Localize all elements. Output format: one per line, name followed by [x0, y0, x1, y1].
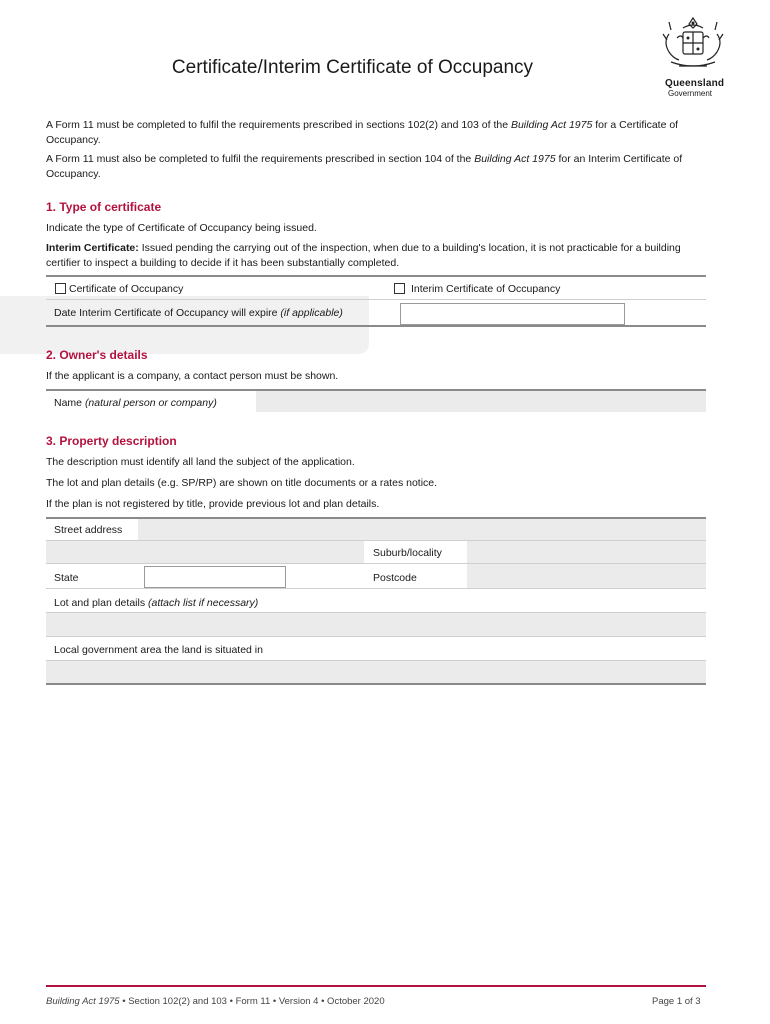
section-heading-type-of-certificate: 1. Type of certificate: [46, 200, 162, 214]
expiry-date-input[interactable]: [400, 303, 625, 325]
state-input[interactable]: [144, 566, 286, 588]
table-bottom-rule: [46, 325, 706, 327]
owner-name-input[interactable]: [256, 391, 706, 412]
table-bottom-rule: [46, 683, 706, 685]
section2-instruction: If the applicant is a company, a contact person must be shown.: [46, 370, 339, 382]
logo-text: Queensland: [665, 78, 725, 89]
section3-line-1: The description must identify all land the subject of the application.: [46, 456, 355, 468]
divider: [46, 636, 706, 637]
logo-subtext: Government: [668, 89, 713, 97]
suburb-input[interactable]: [467, 541, 706, 563]
street-address-input[interactable]: [138, 519, 706, 540]
section3-line-3: If the plan is not registered by title, provide previous lot and plan details.: [46, 498, 380, 510]
lga-input[interactable]: [46, 661, 706, 683]
section-heading-property-description: 3. Property description: [46, 434, 177, 448]
interim-certificate-label: Interim Certificate of Occupancy: [411, 283, 561, 295]
lga-label: Local government area the land is situated in: [54, 644, 263, 656]
postcode-label: Postcode: [373, 572, 417, 584]
interim-certificate-checkbox[interactable]: [394, 283, 405, 294]
street-address-label: Street address: [54, 524, 123, 536]
street-address-line-2-input[interactable]: [46, 541, 364, 563]
page-title: Certificate/Interim Certificate of Occupancy: [171, 57, 534, 78]
section1-instruction: Indicate the type of Certificate of Occupancy being issued.: [46, 222, 317, 234]
expiry-date-label: Date Interim Certificate of Occupancy will expire (if applicable): [54, 307, 343, 319]
intro-paragraph-2: A Form 11 must also be completed to fulfil the requirements prescribed in section 104 of the Building Act 1975 for an Interim Certificate of Occupancy.: [46, 153, 683, 180]
table-top-rule: [46, 275, 706, 277]
page-number: Page 1 of 3: [652, 996, 701, 1007]
interim-definition: Interim Certificate: Issued pending the carrying out of the inspection, when due to a building's location, it is not practicable for a building certifier to inspect a building to decide if it has been substantially completed.: [46, 242, 681, 269]
state-label: State: [54, 572, 79, 584]
lot-plan-label: Lot and plan details (attach list if necessary): [54, 597, 259, 609]
certificate-of-occupancy-checkbox[interactable]: [55, 283, 66, 294]
intro-paragraph-1: A Form 11 must be completed to fulfil the requirements prescribed in sections 102(2) and 103 of the Building Act 1975 for a Certificate of Occupancy.: [46, 119, 679, 146]
section-heading-owners-details: 2. Owner's details: [46, 348, 148, 362]
postcode-input[interactable]: [467, 564, 706, 588]
footer-details: Building Act 1975 • Section 102(2) and 103 • Form 11 • Version 4 • October 2020: [46, 996, 385, 1007]
section3-line-2: The lot and plan details (e.g. SP/RP) are shown on title documents or a rates notice.: [46, 477, 438, 489]
footer-rule: [46, 985, 706, 987]
divider: [46, 588, 706, 589]
lot-plan-input[interactable]: [46, 613, 706, 636]
certificate-of-occupancy-label: Certificate of Occupancy: [69, 283, 184, 295]
suburb-label: Suburb/locality: [373, 547, 442, 559]
divider: [46, 299, 706, 300]
owner-name-label: Name (natural person or company): [54, 397, 217, 409]
